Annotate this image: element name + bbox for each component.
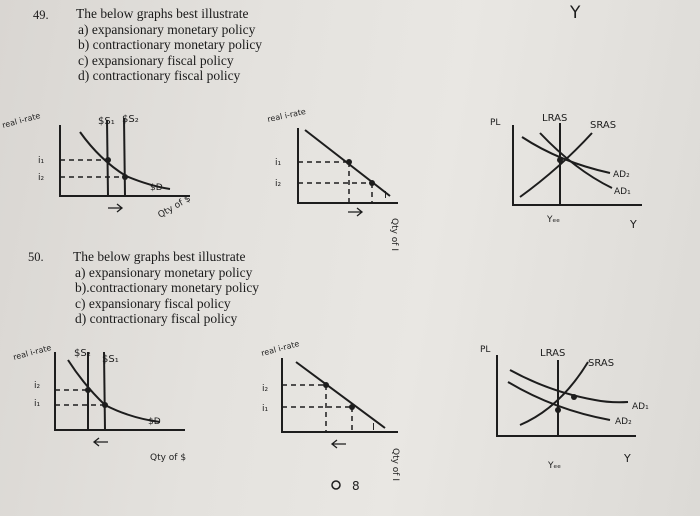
option-d[interactable]: d) contractionary fiscal policy bbox=[75, 311, 238, 326]
q50-money-market-graph bbox=[12, 343, 186, 463]
ad-upper-label: AD₂ bbox=[613, 170, 630, 180]
question-number: 50. bbox=[28, 250, 44, 264]
equilibrium-point-2 bbox=[102, 402, 108, 408]
equilibrium-point-1 bbox=[323, 382, 329, 388]
page-number-mark bbox=[332, 481, 340, 489]
supply-2-label: $S₂ bbox=[122, 114, 139, 125]
yfe-label: Yₑₑ bbox=[547, 215, 561, 225]
ad-upper-curve bbox=[510, 370, 628, 402]
lras-label: LRAS bbox=[542, 113, 568, 124]
option-c[interactable]: c) expansionary fiscal policy bbox=[78, 52, 234, 68]
stem-text: The below graphs best illustrate bbox=[73, 249, 246, 264]
i2-label: i₂ bbox=[34, 381, 41, 391]
q50-investment-graph bbox=[260, 339, 400, 481]
page-number bbox=[332, 479, 360, 493]
supply-curve-2 bbox=[124, 118, 125, 196]
investment-demand-label: I bbox=[372, 422, 375, 433]
x-axis-label: Qty of $ bbox=[150, 453, 187, 463]
i1-label: i₁ bbox=[34, 399, 41, 409]
shift-arrow-icon bbox=[108, 204, 122, 212]
x-axis-label: Y bbox=[630, 218, 637, 231]
option-a[interactable]: a) expansionary monetary policy bbox=[78, 21, 256, 37]
investment-demand-label: I bbox=[384, 190, 387, 201]
page-number-text: 8 bbox=[352, 479, 360, 493]
option-c[interactable]: c) expansionary fiscal policy bbox=[75, 295, 231, 311]
equilibrium-point-2 bbox=[349, 404, 355, 410]
yfe-label: Yₑₑ bbox=[548, 461, 562, 471]
shift-arrow-icon bbox=[332, 440, 346, 448]
q49-investment-graph bbox=[267, 107, 399, 251]
investment-demand-curve bbox=[296, 362, 385, 428]
i1-label: i₁ bbox=[275, 158, 282, 168]
x-axis-label: Qty of I bbox=[389, 218, 399, 251]
shift-arrow-icon bbox=[94, 438, 108, 446]
x-axis-label: Qty of $ bbox=[156, 193, 193, 221]
axes bbox=[55, 352, 185, 430]
ad-lower-label: AD₂ bbox=[615, 417, 632, 427]
y-axis-label: real i-rate bbox=[260, 339, 301, 358]
equilibrium-point-2 bbox=[555, 407, 561, 413]
supply-1-label: $S₁ bbox=[98, 116, 115, 127]
ad-upper-label: AD₁ bbox=[632, 402, 649, 412]
option-b[interactable]: b).contractionary monetary policy bbox=[75, 280, 260, 295]
ad-upper-curve bbox=[522, 137, 610, 173]
y-axis-label: PL bbox=[480, 345, 491, 355]
lras-label: LRAS bbox=[540, 348, 566, 359]
shift-arrow-icon bbox=[348, 208, 362, 216]
stem-text: The below graphs best illustrate bbox=[76, 6, 249, 21]
option-d[interactable]: d) contractionary fiscal policy bbox=[78, 68, 241, 83]
supply-1-label: $S₁ bbox=[102, 354, 119, 365]
i1-label: i₁ bbox=[38, 156, 45, 166]
x-axis-label: Qty of I bbox=[390, 448, 400, 481]
corner-mark: Y bbox=[570, 3, 581, 23]
sras-label: SRAS bbox=[588, 358, 615, 369]
i2-label: i₂ bbox=[262, 384, 269, 394]
i1-label: i₁ bbox=[262, 404, 269, 414]
q49-money-market-graph bbox=[1, 111, 193, 220]
supply-2-label: $S₂ bbox=[74, 348, 91, 359]
y-axis-label: real i-rate bbox=[1, 111, 42, 130]
i2-label: i₂ bbox=[38, 173, 45, 183]
q50-ad-as-graph bbox=[480, 345, 649, 471]
money-demand-label: $D bbox=[150, 183, 163, 193]
equilibrium-point-1 bbox=[571, 394, 577, 400]
equilibrium-point-1 bbox=[105, 157, 111, 163]
equilibrium-point-1 bbox=[346, 159, 352, 165]
q49-ad-as-graph bbox=[490, 113, 642, 231]
equilibrium-point-1 bbox=[85, 387, 91, 393]
equilibrium-point-2 bbox=[122, 174, 128, 180]
y-axis-label: real i-rate bbox=[266, 107, 307, 124]
y-axis-label: real i-rate bbox=[12, 343, 53, 362]
equilibrium-point bbox=[557, 157, 563, 163]
ad-lower-label: AD₁ bbox=[614, 187, 631, 197]
sras-label: SRAS bbox=[590, 120, 617, 131]
option-a[interactable]: a) expansionary monetary policy bbox=[75, 264, 253, 280]
i2-label: i₂ bbox=[275, 179, 282, 189]
question-number: 49. bbox=[33, 8, 49, 22]
equilibrium-point-2 bbox=[369, 180, 375, 186]
x-axis-label: Y bbox=[624, 452, 631, 465]
ad-lower-curve bbox=[540, 133, 612, 188]
money-demand-label: $D bbox=[148, 417, 161, 427]
option-b[interactable]: b) contractionary monetary policy bbox=[78, 37, 263, 52]
y-axis-label: PL bbox=[490, 118, 501, 128]
money-demand-curve bbox=[68, 360, 160, 422]
